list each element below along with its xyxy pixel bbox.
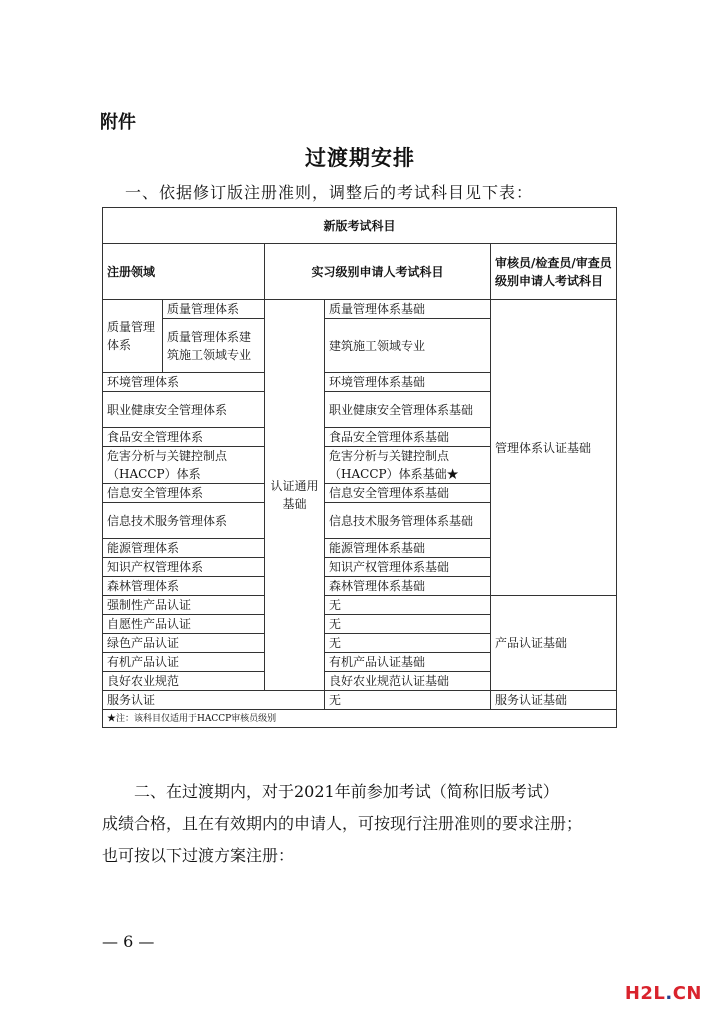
subject-cell: 职业健康安全管理体系基础 (325, 392, 491, 428)
subject-cell: 无 (325, 634, 491, 653)
subject-cell: 质量管理体系基础 (325, 300, 491, 319)
paragraph-intro: 一、依据修订版注册准则，调整后的考试科目见下表： (125, 183, 534, 202)
subject-cell: 环境管理体系基础 (325, 373, 491, 392)
subject-cell: 无 (325, 596, 491, 615)
domain-cell: 质量管理体系建筑施工领域专业 (163, 319, 265, 373)
paragraph-line: 成绩合格，且在有效期内的申请人，可按现行注册准则的要求注册； (102, 814, 583, 833)
header-auditor-subject: 审核员/检查员/审查员级别申请人考试科目 (491, 244, 617, 300)
subject-cell: 知识产权管理体系基础 (325, 558, 491, 577)
header-intern-subject: 实习级别申请人考试科目 (265, 244, 491, 300)
table-footnote: ★注：该科目仅适用于HACCP审核员级别 (103, 710, 617, 728)
domain-cell: 食品安全管理体系 (103, 428, 265, 447)
exam-subjects-table (102, 207, 617, 728)
table-caption: 新版考试科目 (103, 208, 617, 244)
subject-cell: 森林管理体系基础 (325, 577, 491, 596)
domain-cell: 自愿性产品认证 (103, 615, 265, 634)
subject-cell: 无 (325, 615, 491, 634)
general-basis-cell: 认证通用基础 (265, 300, 325, 691)
domain-cell: 知识产权管理体系 (103, 558, 265, 577)
domain-cell: 环境管理体系 (103, 373, 265, 392)
paragraph-line: 也可按以下过渡方案注册： (102, 846, 295, 865)
domain-cell: 质量管理体系 (163, 300, 265, 319)
service-basis-cell: 服务认证基础 (491, 691, 617, 710)
domain-cell: 能源管理体系 (103, 539, 265, 558)
annex-label: 附件 (100, 112, 136, 133)
subject-cell: 无 (325, 691, 491, 710)
domain-cell: 良好农业规范 (103, 672, 265, 691)
page-number: — 6 — (102, 932, 155, 951)
domain-cell: 信息安全管理体系 (103, 484, 265, 503)
paragraph-line: 二、在过渡期内，对于2021年前参加考试（简称旧版考试） (134, 782, 559, 801)
product-basis-cell: 产品认证基础 (491, 596, 617, 691)
paragraph-transition (102, 776, 622, 872)
subject-cell: 有机产品认证基础 (325, 653, 491, 672)
domain-cell: 危害分析与关键控制点（HACCP）体系 (103, 447, 265, 484)
domain-cell: 强制性产品认证 (103, 596, 265, 615)
domain-cell: 绿色产品认证 (103, 634, 265, 653)
domain-cell: 信息技术服务管理体系 (103, 503, 265, 539)
domain-cell: 有机产品认证 (103, 653, 265, 672)
subject-cell: 良好农业规范认证基础 (325, 672, 491, 691)
document-title: 过渡期安排 (305, 145, 415, 170)
subject-cell: 食品安全管理体系基础 (325, 428, 491, 447)
subject-cell: 能源管理体系基础 (325, 539, 491, 558)
subject-cell: 建筑施工领域专业 (325, 319, 491, 373)
mgmt-basis-cell: 管理体系认证基础 (491, 300, 617, 596)
domain-cell: 服务认证 (103, 691, 325, 710)
subject-cell: 危害分析与关键控制点（HACCP）体系基础★ (325, 447, 491, 484)
subject-cell: 信息安全管理体系基础 (325, 484, 491, 503)
qms-group-label: 质量管理体系 (103, 300, 163, 373)
subject-cell: 信息技术服务管理体系基础 (325, 503, 491, 539)
header-domain: 注册领域 (103, 244, 265, 300)
domain-cell: 森林管理体系 (103, 577, 265, 596)
watermark-logo: H2L.CN (624, 983, 702, 1004)
domain-cell: 职业健康安全管理体系 (103, 392, 265, 428)
